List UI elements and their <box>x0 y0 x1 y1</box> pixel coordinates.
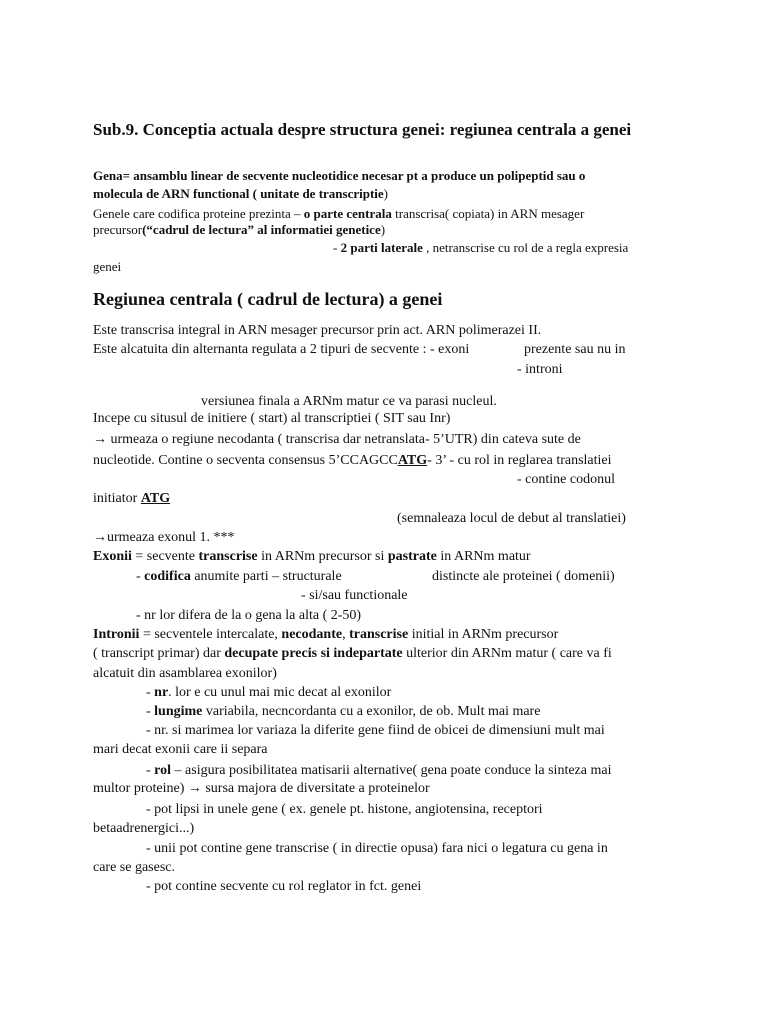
introns-i10: - pot lipsi in unele gene ( ex. genele pt. histone, angiotensina, receptori <box>146 802 543 817</box>
introns-i8a: - <box>146 763 155 778</box>
exons-e3: - si/sau functionale <box>301 588 408 603</box>
body-p2b: prezente sau nu in <box>524 342 626 357</box>
exons-transcribed: transcrise <box>198 549 258 564</box>
def-line-3c: transcrisa( copiata) in ARN mesager <box>391 206 585 221</box>
body-p9a: initiator <box>93 491 141 506</box>
body-p7c: - 3’ - cu rol in reglarea translatiei <box>427 453 612 468</box>
introns-i4c: . lor e cu unul mai mic decat al exonilor <box>168 685 392 700</box>
introns-i9: multor proteine) → sursa majora de diversitate a proteinelor <box>93 781 430 796</box>
introns-spliced: decupate precis si indepartate <box>224 646 403 661</box>
introns-i11: betaadrenergici...) <box>93 821 195 836</box>
section-heading: Regiunea centrala ( cadrul de lectura) a genei <box>93 289 443 309</box>
def-line-4a: precursor <box>93 222 143 237</box>
def-line-6: genei <box>93 259 122 274</box>
introns-i14: - pot contine secvente cu rol reglator in fct. genei <box>146 879 422 894</box>
def-line-3a: Genele care codifica proteine prezinta – <box>93 206 304 221</box>
exons-kept: pastrate <box>387 549 437 564</box>
introns-role: rol <box>154 763 172 778</box>
initiator-atg: ATG <box>140 491 171 506</box>
body-introns-label: - introni <box>517 362 563 377</box>
body-p1: Este transcrisa integral in ARN mesager precursor prin act. ARN polimerazei II. <box>93 323 542 338</box>
introns-i5a: - <box>146 704 155 719</box>
introns-i12: - unii pot contine gene transcrise ( in directie opusa) fara nici o legatura cu gena in <box>146 841 608 856</box>
body-p5: Incepe cu situsul de initiere ( start) al transcriptiei ( SIT sau Inr) <box>93 411 451 426</box>
introns-i2a: ( transcript primar) dar <box>93 646 225 661</box>
page-title: Sub.9. Conceptia actuala despre structura genei: regiunea centrala a genei <box>93 120 632 139</box>
introns-transcribed: transcrise <box>349 627 409 642</box>
introns-i1f: initial in ARNm precursor <box>408 627 559 642</box>
introns-i5c: variabila, necncordanta cu a exonilor, de ob. Mult mai mare <box>202 704 541 719</box>
body-p2a: Este alcatuita din alternanta regulata a 2 tipuri de secvente : - exoni <box>93 342 470 357</box>
body-p8: - contine codonul <box>517 472 615 487</box>
introns-term: Intronii <box>93 627 140 642</box>
exons-term: Exonii <box>93 549 132 564</box>
exons-e1b: = secvente <box>131 549 199 564</box>
def-lateral-parts: 2 parti laterale <box>340 240 423 255</box>
def-central-part: o parte centrala <box>303 206 392 221</box>
exons-e2c: anumite parti – structurale <box>190 569 342 584</box>
body-p7a: nucleotide. Contine o secventa consensus 5’CCAGCC <box>93 453 398 468</box>
consensus-atg: ATG <box>397 453 428 468</box>
def-line-2: molecula de ARN functional ( unitate de transcriptie <box>93 186 384 201</box>
exons-e1f: in ARNm matur <box>436 549 531 564</box>
introns-i13: care se gasesc. <box>93 860 176 875</box>
def-line-5c: , netranscrise cu rol de a regla expresia <box>422 240 629 255</box>
introns-i6: - nr. si marimea lor variaza la diferite gene fiind de obicei de dimensiuni mult mai <box>146 723 605 738</box>
body-p6: → urmeaza o regiune necodanta ( transcrisa dar netranslata- 5’UTR) din cateva sute de <box>93 432 581 447</box>
introns-length: lungime <box>154 704 203 719</box>
introns-i1d: , <box>342 627 350 642</box>
body-p11: →urmeaza exonul 1. *** <box>93 530 235 545</box>
def-line-1: Gena= ansamblu linear de secvente nucleotidice necesar pt a produce un polipeptid sau o <box>93 168 586 183</box>
introns-noncoding: necodante <box>281 627 343 642</box>
exons-e4: - nr lor difera de la o gena la alta ( 2-50) <box>136 608 362 623</box>
introns-i7: mari decat exonii care ii separa <box>93 742 268 757</box>
introns-number: nr <box>154 685 169 700</box>
body-p4: versiunea finala a ARNm matur ce va parasi nucleul. <box>201 394 497 409</box>
introns-i8c: – asigura posibilitatea matisarii alternative( gena poate conduce la sinteza mai <box>171 763 612 778</box>
introns-i2c: ulterior din ARNm matur ( care va fi <box>402 646 612 661</box>
body-p10: (semnaleaza locul de debut al translatiei) <box>397 511 626 526</box>
introns-i1b: = secventele intercalate, <box>139 627 282 642</box>
def-reading-frame: (“cadrul de lectura” al informatiei genetice <box>142 222 381 237</box>
introns-i4a: - <box>146 685 155 700</box>
introns-i3: alcatuit din asamblarea exonilor) <box>93 666 277 681</box>
def-line-5a: - <box>333 240 341 255</box>
exons-e1d: in ARNm precursor si <box>257 549 388 564</box>
def-line-4c: ) <box>380 222 386 237</box>
def-line-2-end: ) <box>383 186 389 201</box>
exons-e2d: distincte ale proteinei ( domenii) <box>432 569 615 584</box>
exons-codify: codifica <box>144 569 191 584</box>
exons-e2a: - <box>136 569 145 584</box>
